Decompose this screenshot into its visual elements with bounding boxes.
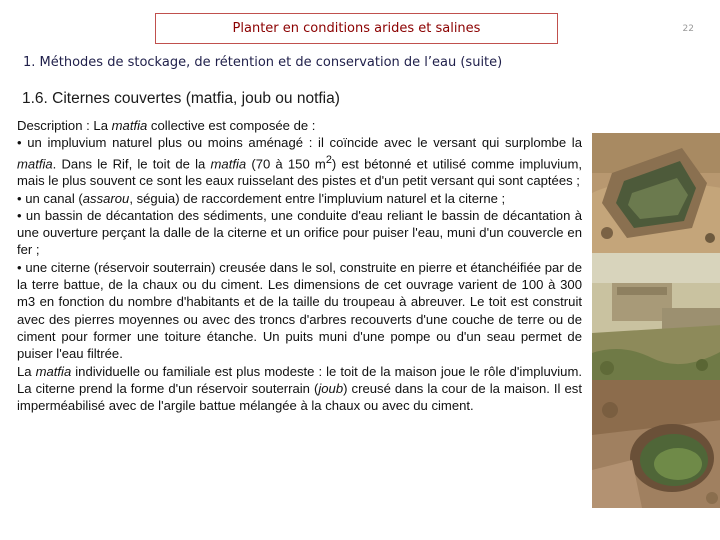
bullet-citerne: • une citerne (réservoir souterrain) creusée dans le sol, construite en pierre et étanchéifiée par de la terre battue, de la chaux ou du ciment. Les dimensions de cet ouvrage varient de 100 à 300 m3 en fonction du nombre d'habitants et de la taille du troupeau à abreuver. Le toit est construit avec des pierres moyennes ou avec des troncs d'arbres recouverts d'une couche de terre ou de ciment pour former une toiture étanche. Un puits muni d'une pompe ou d'un seau permet de puiser l'eau filtrée.	[17, 259, 582, 362]
intro-paragraph: Description : La matfia collective est composée de :	[17, 118, 316, 133]
section-subtitle: 1. Méthodes de stockage, de rétention et de conservation de l’eau (suite)	[23, 55, 503, 70]
bullet-canal: • un canal (assarou, séguia) de raccordement entre l'impluvium naturel et la citerne ;	[17, 190, 506, 206]
cistern-photo-1-image	[592, 133, 720, 253]
cistern-photo-3	[592, 380, 720, 508]
cistern-photo-2-image	[592, 253, 720, 380]
cistern-photo-2	[592, 253, 720, 380]
bullet-bassin: • un bassin de décantation des sédiments, une conduite d'eau reliant le bassin de décantation à une ouverture perçant la dalle de la citerne et un orifice pour puiser l'eau, muni d'un couvercle en fer ;	[17, 207, 582, 258]
slide-title: Planter en conditions arides et salines	[232, 21, 481, 36]
slide-title-box	[155, 13, 558, 44]
page-number: 22	[682, 24, 694, 34]
cistern-photo-3-image	[592, 380, 720, 508]
cistern-photo-1	[592, 133, 720, 253]
body-text	[17, 117, 582, 414]
family-paragraph: La matfia individuelle ou familiale est plus modeste : le toit de la maison joue le rôle d'impluvium. La citerne prend la forme d'un réservoir souterrain (joub) creusé dans la cour de la maison. Il est imperméabilisé avec de l'argile battue mélangée à la chaux ou avec du ciment.	[17, 363, 583, 414]
bullet-impluvium: • un impluvium naturel plus ou moins aménagé : il coïncide avec le versant qui surplombe la matfia. Dans le Rif, le toit de la matfia (70 à 150 $m^2$) est bétonné et utilisé comme impluvium, mais le plus souvent ce sont les eaux ruisselant des pistes et d'un petit versant qui sont captées ;	[17, 135, 582, 189]
section-heading: 1.6. Citernes couvertes (matfia, joub ou notfia)	[22, 90, 340, 107]
